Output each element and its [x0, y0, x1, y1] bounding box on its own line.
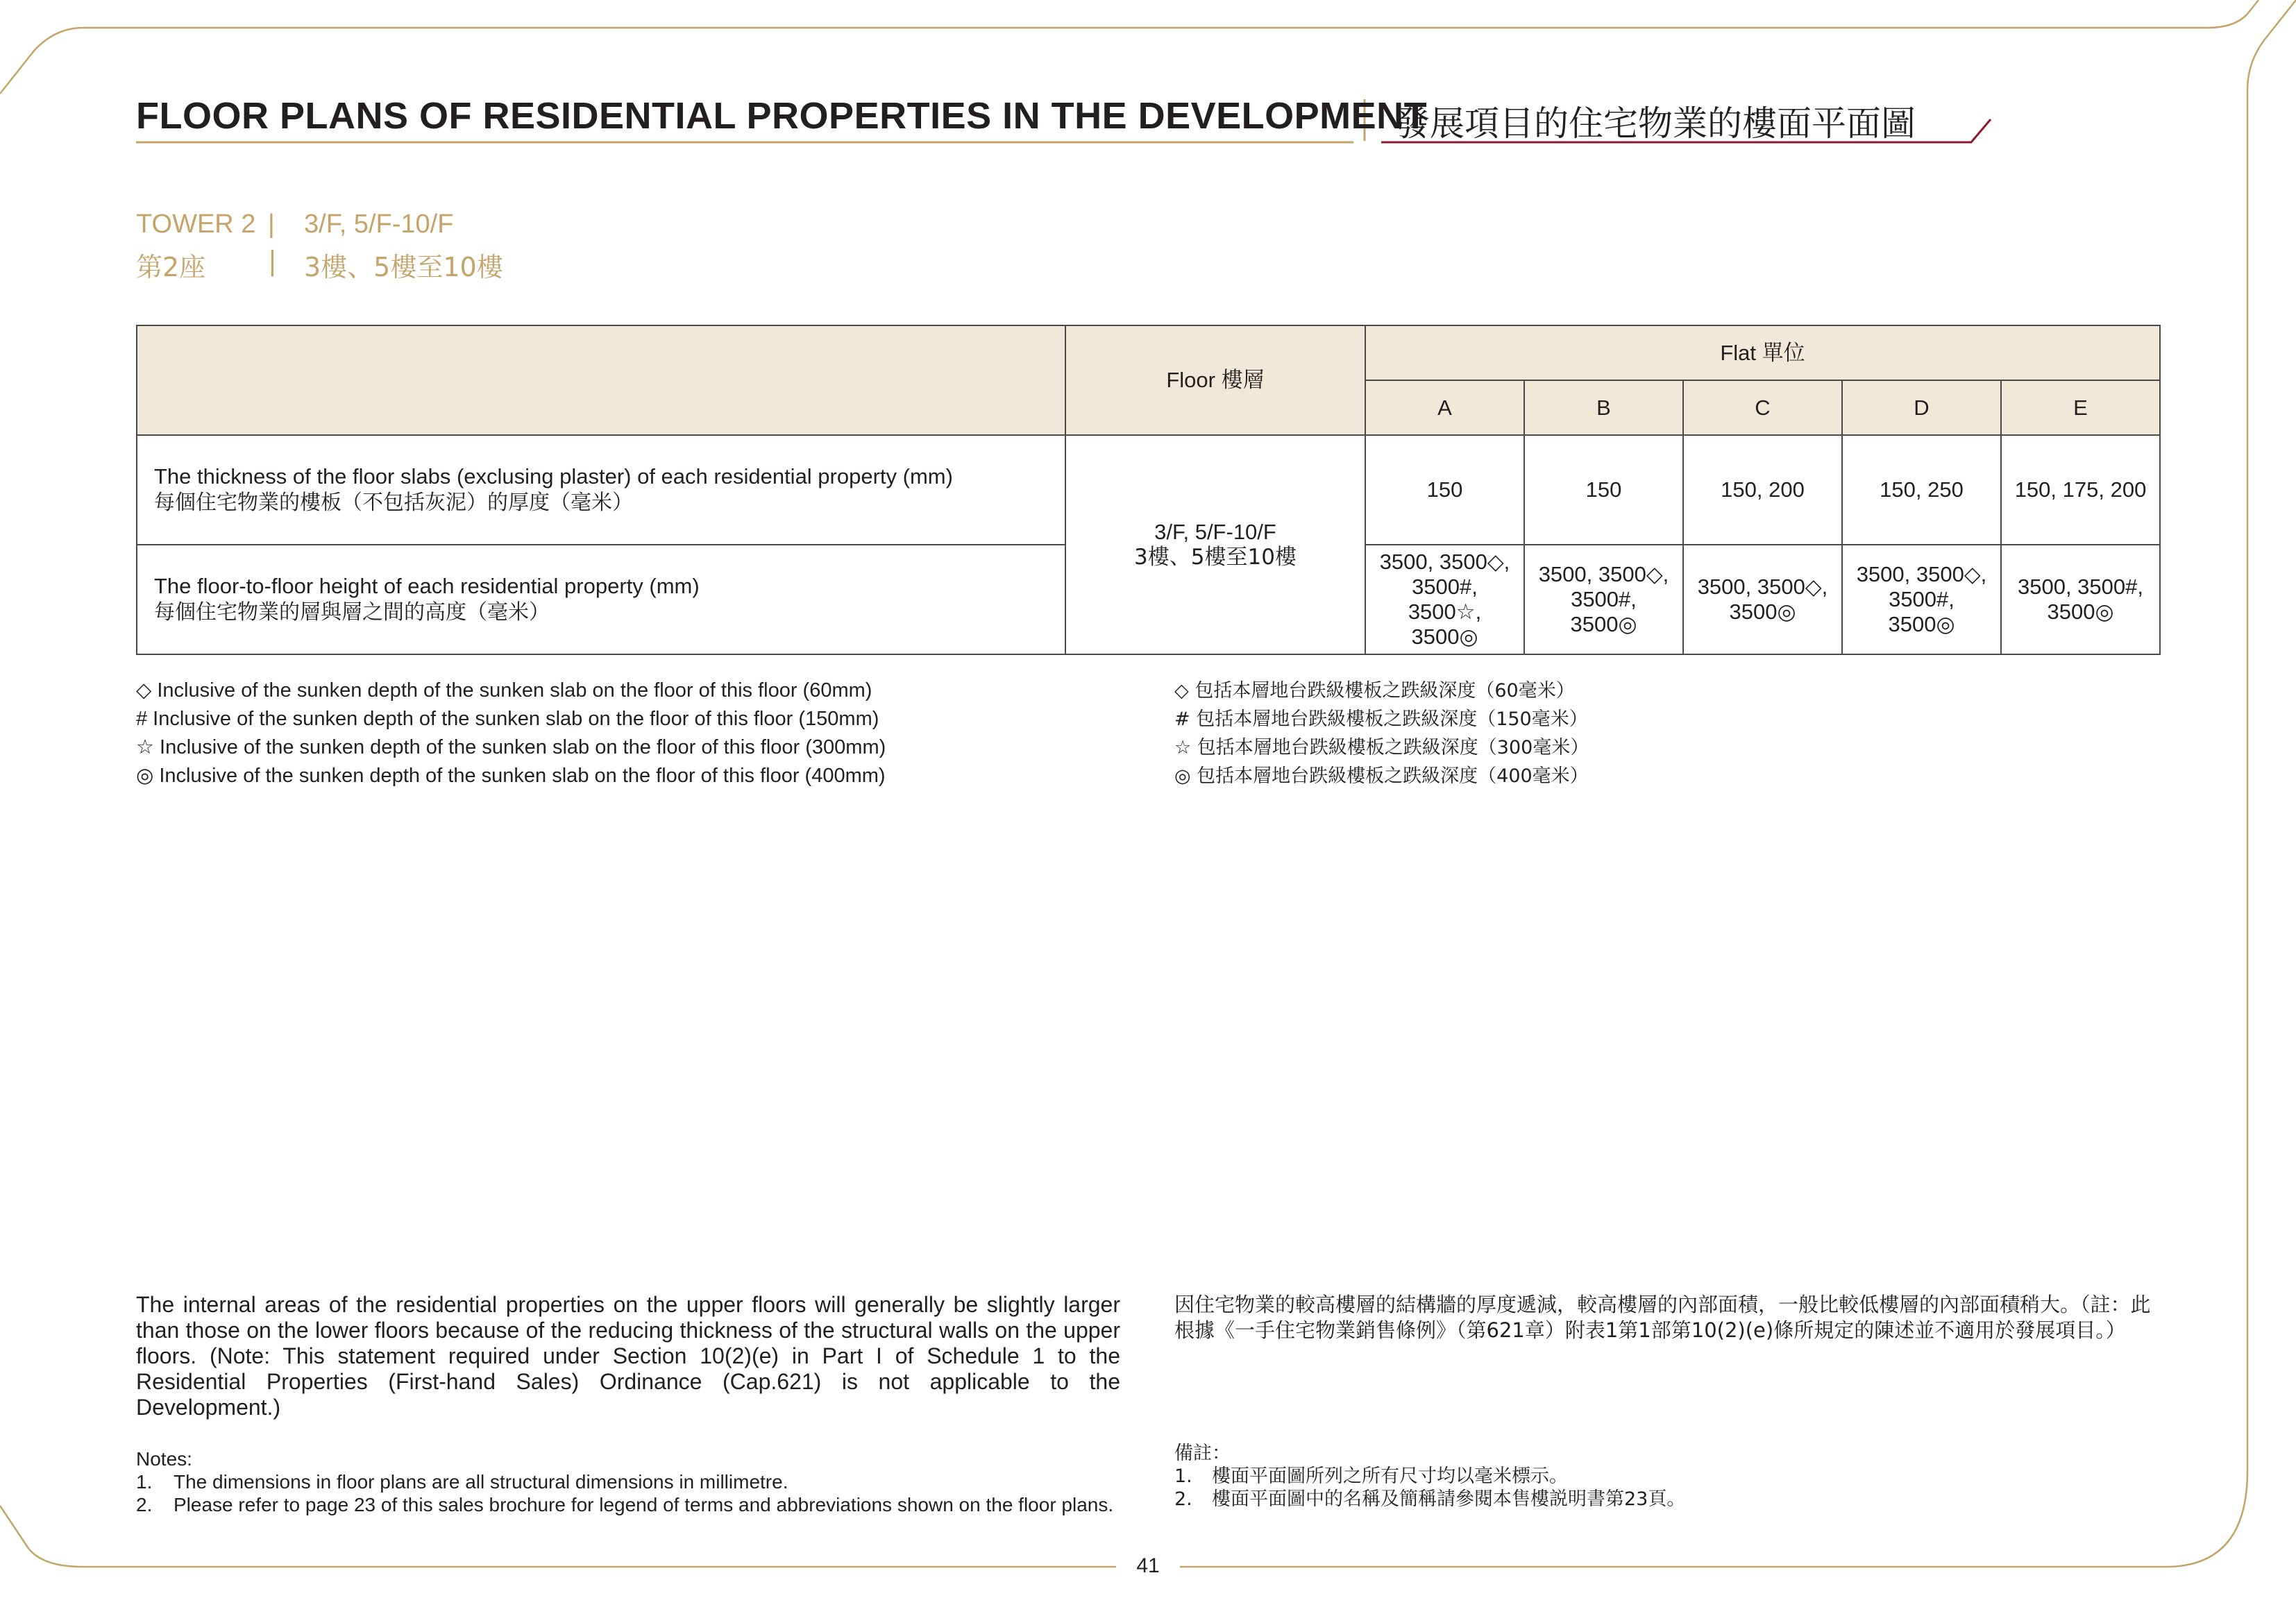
note-item: 2. 樓面平面圖中的名稱及簡稱請參閱本售樓説明書第23頁。 [1174, 1488, 1686, 1510]
table-row [137, 435, 2160, 545]
note-item: 1. 樓面平面圖所列之所有尺寸均以毫米標示。 [1174, 1465, 1568, 1487]
tower-name-chinese: 第2座 [136, 252, 206, 282]
page-title: FLOOR PLANS OF RESIDENTIAL PROPERTIES IN THE DEVELOPMENT [136, 95, 1428, 137]
table-cell: 3500, 3500◇, 3500#, 3500◎ [1524, 545, 1683, 654]
row-label-slab-thickness: The thickness of the floor slabs (exclusing plaster) of each residential property (mm) 每個住宅物業的樓板（不包括灰泥）的厚度（毫米） [137, 435, 1065, 545]
flat-column-header: B [1524, 380, 1683, 435]
legend-item: # Inclusive of the sunken depth of the sunken slab on the floor of this floor (150mm) [136, 708, 879, 730]
table-cell: 150 [1524, 435, 1683, 545]
notes-english [136, 1447, 1120, 1516]
page-title-chinese: 發展項目的住宅物業的樓面平面圖 [1395, 103, 1916, 144]
notes-chinese [1174, 1442, 2159, 1511]
page-number: 41 [1136, 1554, 1160, 1577]
tower-floors: 3/F, 5/F-10/F [304, 210, 454, 239]
tower-floors-chinese: 3樓、5樓至10樓 [304, 252, 503, 282]
table-corner-cell [137, 325, 1065, 435]
flat-column-header: A [1365, 380, 1524, 435]
flat-header: Flat 單位 [1365, 325, 2160, 380]
floor-cell: 3/F, 5/F-10/F 3樓、5樓至10樓 [1065, 435, 1365, 654]
notes-title: 備註： [1174, 1443, 1231, 1464]
legend-english [136, 677, 886, 790]
statement-english: The internal areas of the residential properties on the upper floors will generally be slightly larger than those on the lower floors because of the reducing thickness of the structural walls on the upper floors. (Note: This statement required under Section 10(2)(e) in Part I of Schedule 1 to the Residential Properties (First-hand Sales) Ordinance (Cap.621) is not applicable to the Development.) [136, 1292, 1120, 1420]
legend-item: # 包括本層地台跌級樓板之跌級深度（150毫米） [1174, 708, 1588, 730]
legend-item: ◇ 包括本層地台跌級樓板之跌級深度（60毫米） [1174, 680, 1575, 702]
tower-name: TOWER 2 [136, 210, 256, 239]
table-cell: 3500, 3500◇, 3500◎ [1683, 545, 1842, 654]
tower-heading-chinese [136, 246, 503, 284]
tower-heading [136, 210, 454, 239]
table-cell: 150, 200 [1683, 435, 1842, 545]
table-cell: 3500, 3500◇, 3500#, 3500☆, 3500◎ [1365, 545, 1524, 654]
legend-item: ◎ Inclusive of the sunken depth of the sunken slab on the floor of this floor (400mm) [136, 765, 886, 787]
note-item: 2. Please refer to page 23 of this sales brochure for legend of terms and abbreviations shown on the floor plans. [136, 1494, 1114, 1515]
tower-separator: | [268, 246, 277, 276]
statement-chinese: 因住宅物業的較高樓層的結構牆的厚度遞減，較高樓層的內部面積，一般比較低樓層的內部面積稍大。（註：此根據《一手住宅物業銷售條例》（第621章）附表1第1部第10(2)(e)條所規定的陳述並不適用於發展項目。） [1174, 1293, 2151, 1342]
flat-column-header: E [2001, 380, 2160, 435]
floor-header: Floor 樓層 [1065, 325, 1365, 435]
note-item: 1. The dimensions in floor plans are all structural dimensions in millimetre. [136, 1471, 788, 1493]
table-cell: 150 [1365, 435, 1524, 545]
row-label-floor-height: The floor-to-floor height of each residential property (mm) 每個住宅物業的層與層之間的高度（毫米） [137, 545, 1065, 654]
tower-separator: | [268, 210, 275, 239]
table-cell: 3500, 3500#, 3500◎ [2001, 545, 2160, 654]
flat-column-header: C [1683, 380, 1842, 435]
table-cell: 150, 250 [1842, 435, 2001, 545]
notes-title: Notes: [136, 1448, 192, 1470]
table-cell: 3500, 3500◇, 3500#, 3500◎ [1842, 545, 2001, 654]
floor-specs-table [136, 325, 2161, 655]
legend-item: ☆ 包括本層地台跌級樓板之跌級深度（300毫米） [1174, 737, 1589, 758]
table-cell: 150, 175, 200 [2001, 435, 2160, 545]
legend-item: ◎ 包括本層地台跌級樓板之跌級深度（400毫米） [1174, 765, 1589, 787]
legend-item: ☆ Inclusive of the sunken depth of the sunken slab on the floor of this floor (300mm) [136, 736, 886, 758]
legend-item: ◇ Inclusive of the sunken depth of the sunken slab on the floor of this floor (60mm) [136, 679, 872, 702]
flat-column-header: D [1842, 380, 2001, 435]
legend-chinese [1174, 677, 1589, 790]
